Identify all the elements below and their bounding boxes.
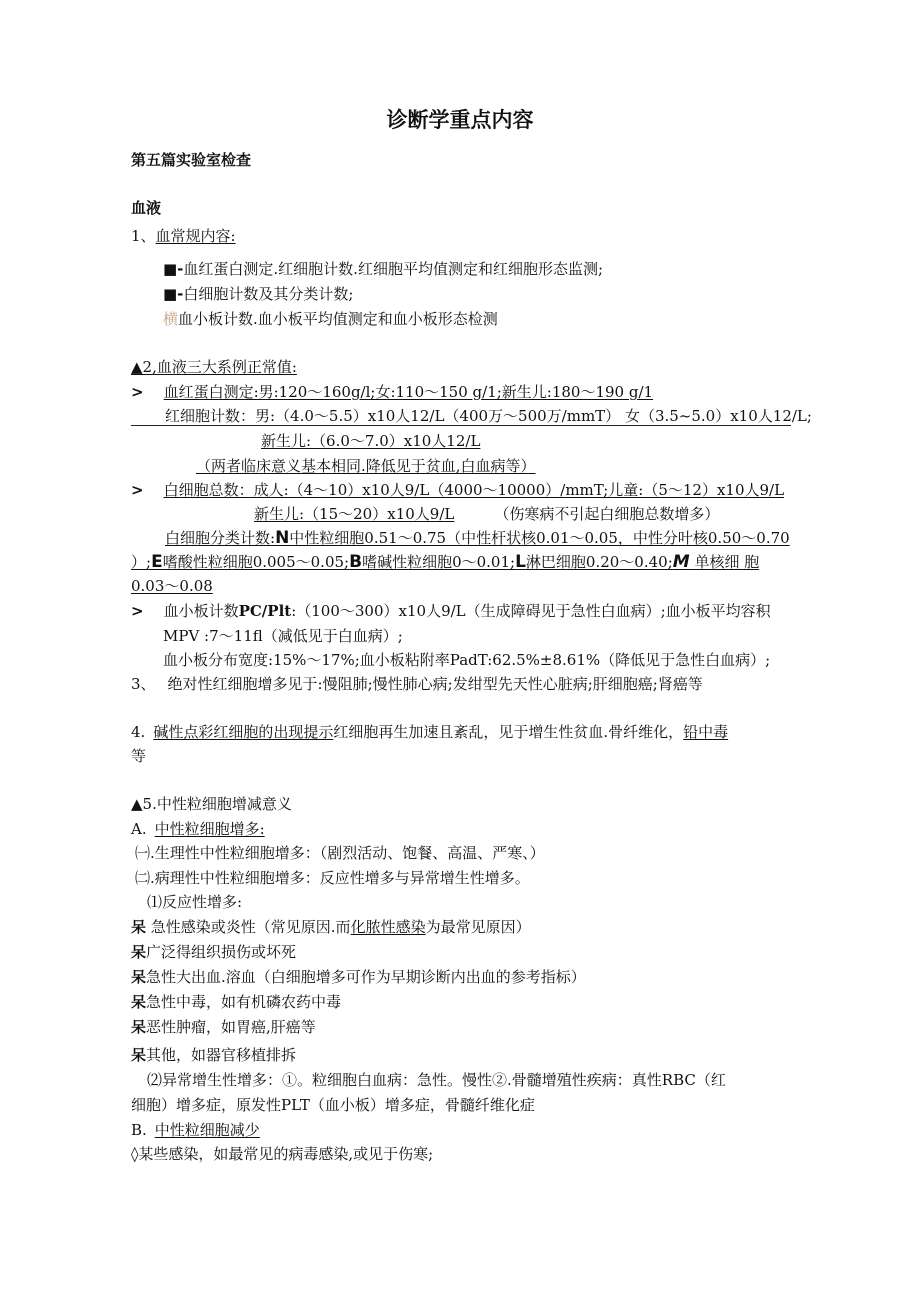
- wbc-newborn: 新生儿:（15～20）x10人9/L: [254, 505, 455, 523]
- diff-m-text: 单核细 胞: [689, 553, 760, 571]
- item-4-underlined-2: 铅中毒: [683, 723, 729, 741]
- bullet-3-text: 血小板计数.血小板平均值测定和血小板形态检测: [178, 310, 498, 328]
- wbc-line: [131, 480, 784, 500]
- square-bullet-icon: ■-: [163, 260, 184, 278]
- diff-e-text: 嗜酸性粒细胞0.005～0.05;: [162, 553, 350, 571]
- plt-text: :（100～300）x10人9/L（生成障碍见于急性白血病）;血小板平均容积: [291, 602, 771, 620]
- diff-b1: ）;: [131, 553, 152, 571]
- diff-line-1: [165, 528, 790, 548]
- bullet-3-mark: 横: [163, 310, 179, 328]
- arrow-marker: >: [131, 481, 144, 499]
- reactive-4: [131, 992, 341, 1012]
- item-4-text: 红细胞再生加速且紊乱，见于增生性贫血.骨纤维化，: [333, 723, 684, 741]
- rbc-line: 红细胞计数：男:（4.0～5.5）x10人12/L（400万～500万/mmT） 女（3.5~5.0）x10人12/L;: [165, 407, 812, 425]
- item-a2-1: ⑴反应性增多:: [147, 893, 243, 911]
- bullet-1-text: 血红蛋白测定.红细胞计数.红细胞平均值测定和红细胞形态监测;: [183, 260, 603, 278]
- bullet-mark: 呆: [131, 993, 147, 1011]
- item-a-label: A.: [131, 820, 147, 838]
- item-3-label: 3、: [131, 675, 156, 693]
- reactive-3-text: 急性大出血.溶血（白细胞增多可作为早期诊断内出血的参考指标）: [146, 968, 586, 986]
- item-a2-2-cont: 细胞）增多症，原发性PLT（血小板）增多症，骨髓纤维化症: [131, 1096, 535, 1114]
- section-heading: 血液: [131, 199, 162, 217]
- reactive-4-text: 急性中毒，如有机磷农药中毒: [146, 993, 342, 1011]
- plt-mpv: MPV :7～11fl（减低见于白血病）;: [163, 627, 403, 645]
- item-5: ▲5.中性粒细胞增减意义: [131, 795, 292, 813]
- diff-line-3: 0.03～0.08: [131, 577, 213, 595]
- diff-l: L: [515, 552, 526, 572]
- diff-n: N: [275, 528, 290, 548]
- bullet-mark: 呆: [131, 968, 147, 986]
- item-3-text: 绝对性红细胞增多见于:慢阻肺;慢性肺心病;发绀型先天性心脏病;肝细胞癌;肾癌等: [167, 675, 703, 693]
- item-1-label: 1、: [131, 227, 156, 245]
- diff-b-text: 嗜碱性粒细胞0～0.01;: [362, 553, 516, 571]
- bullet-mark: 呆: [131, 918, 147, 936]
- diff-b: B: [349, 552, 363, 572]
- part-heading: 第五篇实验室检查: [131, 151, 252, 169]
- reactive-1: [131, 917, 531, 937]
- item-1-text: 血常规内容:: [155, 227, 236, 245]
- bullet-mark: 呆: [131, 1018, 147, 1036]
- reactive-2-text: 广泛得组织损伤或坏死: [146, 943, 297, 961]
- bullet-2: [163, 284, 353, 304]
- item-4: [131, 722, 728, 742]
- doc-title: 诊断学重点内容: [386, 108, 534, 132]
- rbc-newborn: 新生儿:（6.0～7.0）x10人12/L: [261, 432, 481, 450]
- bullet-1: [163, 259, 603, 279]
- bullet-mark: 呆: [131, 943, 147, 961]
- item-a-text: 中性粒细胞增多:: [154, 820, 265, 838]
- plt-line: [131, 601, 771, 621]
- bullet-mark: 呆: [131, 1046, 147, 1064]
- reactive-6: [131, 1045, 296, 1065]
- item-a: [131, 819, 265, 839]
- diff-m: M: [672, 552, 690, 572]
- reactive-5: [131, 1017, 316, 1037]
- item-2: ▲2,血液三大系例正常值:: [131, 358, 297, 376]
- item-1: [131, 226, 236, 246]
- item-4-cont: 等: [131, 747, 147, 765]
- item-3: [131, 674, 703, 694]
- diff-e: E: [151, 552, 163, 572]
- diff-n-text: 中性粒细胞0.51～0.75（中性杆状核0.01～0.05，中性分叶核0.50～0.70: [289, 529, 790, 547]
- plt-abbr: PC/Plt: [238, 602, 292, 620]
- plt-pdw: 血小板分布宽度:15%～17%;血小板粘附率PadT:62.5%±8.61%（降低见于急性白血病）;: [163, 651, 771, 669]
- diff-label: 白细胞分类计数:: [165, 529, 276, 547]
- rbc-underline: [131, 425, 791, 426]
- reactive-2: [131, 942, 296, 962]
- item-4-label: 4.: [131, 723, 146, 741]
- reactive-1-underlined: 化脓性感染: [350, 918, 426, 936]
- square-bullet-icon: ■-: [163, 285, 184, 303]
- item-b1: ◊某些感染，如最常见的病毒感染,或见于伤寒;: [131, 1145, 434, 1163]
- item-b-text: 中性粒细胞减少: [154, 1121, 260, 1139]
- diff-line-2: [131, 552, 759, 572]
- hb-text: 血红蛋白测定:男:120～160g/l;女:110～150 g/1;新生儿:180～190 g/1: [163, 383, 654, 401]
- hb-line: [131, 382, 653, 402]
- reactive-3: [131, 967, 586, 987]
- bullet-2-text: 白细胞计数及其分类计数;: [183, 285, 354, 303]
- reactive-5-text: 恶性肿瘤，如胃癌,肝癌等: [146, 1018, 316, 1036]
- plt-label: 血小板计数: [163, 602, 239, 620]
- wbc-newborn-line: [254, 504, 719, 524]
- bullet-3: [163, 309, 498, 329]
- item-b: [131, 1120, 260, 1140]
- reactive-6-text: 其他，如器官移植排拆: [146, 1046, 297, 1064]
- arrow-marker: >: [131, 383, 144, 401]
- item-a2-2: ⑵异常增生性增多：①。粒细胞白血病：急性。慢性②.骨髓增殖性疾病：真性RBC（红: [147, 1071, 726, 1089]
- item-4-underlined: 碱性点彩红细胞的出现提示: [153, 723, 334, 741]
- wbc-note: （伤寒病不引起白细胞总数增多）: [494, 505, 720, 523]
- reactive-1-text: 急性感染或炎性（常见原因.而: [146, 918, 351, 936]
- item-a2: ㈡.病理性中性粒细胞增多：反应性增多与异常增生性增多。: [135, 869, 530, 887]
- reactive-1-tail: 为最常见原因）: [425, 918, 531, 936]
- item-a1: ㈠.生理性中性粒细胞增多：（剧烈活动、饱餐、高温、严寒、）: [135, 844, 545, 862]
- item-b-label: B.: [131, 1121, 147, 1139]
- diff-l-text: 淋巴细胞0.20～0.40;: [525, 553, 673, 571]
- arrow-marker: >: [131, 602, 144, 620]
- rbc-note: （两者临床意义基本相同.降低见于贫血,白血病等）: [196, 457, 536, 475]
- wbc-text: 白细胞总数：成人:（4～10）x10人9/L（4000～10000）/mmT;儿童:（5～12）x10人9/L: [163, 481, 785, 499]
